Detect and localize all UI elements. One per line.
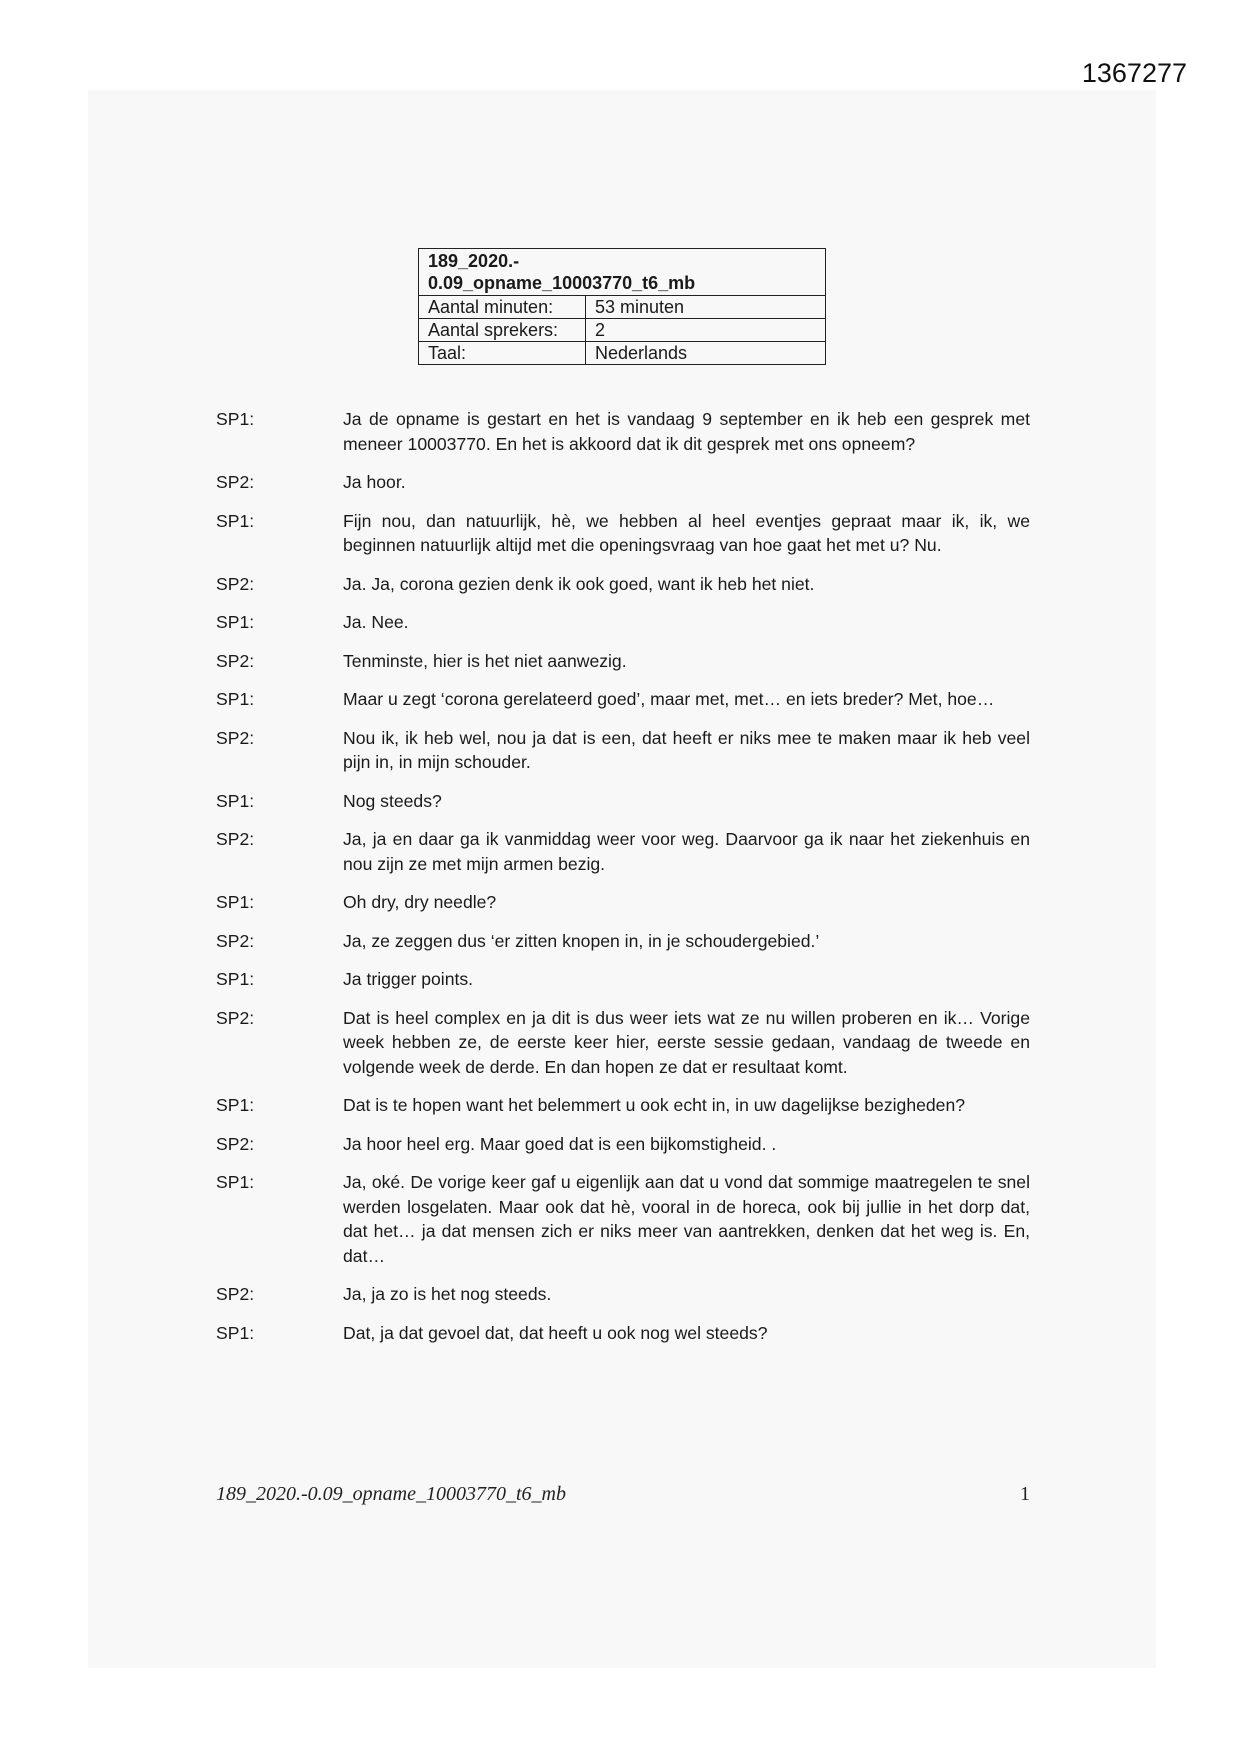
speaker-label: SP1:	[216, 689, 255, 709]
speaker-label: SP1:	[216, 510, 255, 531]
page-footer	[216, 1483, 1030, 1506]
utterance-text: Fijn nou, dan natuurlijk, hè, we hebben al heel eventjes gepraat maar ik, ik, we beginnen natuurlijk altijd met die openingsvraag van hoe gaat het met u? Nu.	[343, 510, 1030, 555]
metadata-row-minutes	[419, 296, 826, 319]
transcript-turn	[216, 1093, 1030, 1118]
utterance-text: Oh dry, dry needle?	[343, 892, 497, 912]
metadata-value: Nederlands	[586, 342, 826, 365]
speaker-label: SP2:	[216, 472, 255, 492]
transcript-turn	[216, 509, 1030, 558]
transcript-turn	[216, 827, 1030, 876]
transcript-turn	[216, 1006, 1030, 1080]
metadata-value: 2	[586, 319, 826, 342]
utterance-text: Dat is heel complex en ja dit is dus weer iets wat ze nu willen proberen en ik… Vorige week hebben ze, de eerste keer hier, eerste sessie gedaan, vandaag de tweede en volgende week de derde. En dan hopen ze dat er resultaat komt.	[343, 1007, 1030, 1077]
document-number: 1367277	[1081, 58, 1187, 88]
metadata-title-line-2: 0.09_opname_10003770_t6_mb	[428, 273, 696, 293]
transcript-turn	[216, 407, 1030, 456]
utterance-text: Ja hoor heel erg. Maar goed dat is een bijkomstigheid. .	[343, 1133, 777, 1154]
metadata-label: Aantal sprekers:	[419, 319, 586, 342]
metadata-title-row	[419, 249, 826, 296]
speaker-label: SP1:	[216, 790, 255, 811]
metadata-label: Aantal minuten:	[419, 296, 586, 319]
speaker-label: SP1:	[216, 1322, 255, 1343]
utterance-text: Ja, ja zo is het nog steeds.	[343, 1284, 552, 1304]
utterance-text: Nog steeds?	[343, 790, 442, 811]
footer-filename: 189_2020.-0.09_opname_10003770_t6_mb	[216, 1483, 566, 1505]
footer-page-number: 1	[1020, 1483, 1030, 1505]
speaker-label: SP2:	[216, 930, 255, 951]
transcript-turn	[216, 610, 1030, 635]
utterance-text: Nou ik, ik heb wel, nou ja dat is een, dat heeft er niks mee te maken maar ik heb veel pijn in, in mijn schouder.	[343, 727, 1030, 772]
metadata-table	[418, 248, 826, 365]
utterance-text: Ja. Nee.	[343, 612, 409, 632]
utterance-text: Ja trigger points.	[343, 969, 474, 989]
transcript-turn	[216, 890, 1030, 915]
utterance-text: Ja de opname is gestart en het is vandaag 9 september en ik heb een gesprek met meneer 10003770. En het is akkoord dat ik dit gesprek met ons opneem?	[343, 409, 1030, 454]
transcript-turn	[216, 726, 1030, 775]
speaker-label: SP2:	[216, 1133, 255, 1154]
speaker-label: SP1:	[216, 1095, 255, 1115]
utterance-text: Ja. Ja, corona gezien denk ik ook goed, want ik heb het niet.	[343, 573, 815, 594]
speaker-label: SP2:	[216, 650, 255, 671]
utterance-text: Dat, ja dat gevoel dat, dat heeft u ook nog wel steeds?	[343, 1322, 768, 1343]
transcript-turn	[216, 572, 1030, 597]
transcript-turn	[216, 1132, 1030, 1157]
utterance-text: Ja, ze zeggen dus ‘er zitten knopen in, in je schoudergebied.’	[343, 930, 820, 951]
speaker-label: SP1:	[216, 612, 255, 632]
metadata-value: 53 minuten	[586, 296, 826, 319]
speaker-label: SP1:	[216, 409, 255, 429]
metadata-label: Taal:	[419, 342, 586, 365]
utterance-text: Ja, oké. De vorige keer gaf u eigenlijk aan dat u vond dat sommige maatregelen te snel werden losgelaten. Maar ook dat hè, vooral in de horeca, ook bij jullie in het dorp dat, dat het… ja dat mensen zich er niks meer van aantrekken, denken dat het weg is. En, dat…	[343, 1172, 1030, 1266]
transcript-turn	[216, 687, 1030, 712]
speaker-label: SP2:	[216, 829, 255, 849]
transcript	[216, 407, 1030, 1359]
utterance-text: Tenminste, hier is het niet aanwezig.	[343, 650, 627, 671]
metadata-title-line-1: 189_2020.-	[428, 251, 520, 271]
utterance-text: Dat is te hopen want het belemmert u ook echt in, in uw dagelijkse bezigheden?	[343, 1095, 966, 1115]
speaker-label: SP1:	[216, 969, 255, 989]
metadata-title	[419, 249, 826, 296]
transcript-turn	[216, 929, 1030, 954]
speaker-label: SP2:	[216, 1284, 255, 1304]
speaker-label: SP2:	[216, 1007, 255, 1028]
speaker-label: SP2:	[216, 573, 255, 594]
utterance-text: Maar u zegt ‘corona gerelateerd goed’, maar met, met… en iets breder? Met, hoe…	[343, 689, 995, 709]
transcript-turn	[216, 649, 1030, 674]
transcript-turn	[216, 967, 1030, 992]
utterance-text: Ja, ja en daar ga ik vanmiddag weer voor weg. Daarvoor ga ik naar het ziekenhuis en nou zijn ze met mijn armen bezig.	[343, 829, 1030, 874]
transcript-turn	[216, 1282, 1030, 1307]
transcript-turn	[216, 470, 1030, 495]
speaker-label: SP1:	[216, 892, 255, 912]
speaker-label: SP1:	[216, 1172, 255, 1192]
speaker-label: SP2:	[216, 727, 255, 748]
transcript-turn	[216, 1170, 1030, 1268]
transcript-turn	[216, 1321, 1030, 1346]
metadata-row-speakers	[419, 319, 826, 342]
transcript-turn	[216, 789, 1030, 814]
metadata-row-language	[419, 342, 826, 365]
utterance-text: Ja hoor.	[343, 472, 406, 492]
